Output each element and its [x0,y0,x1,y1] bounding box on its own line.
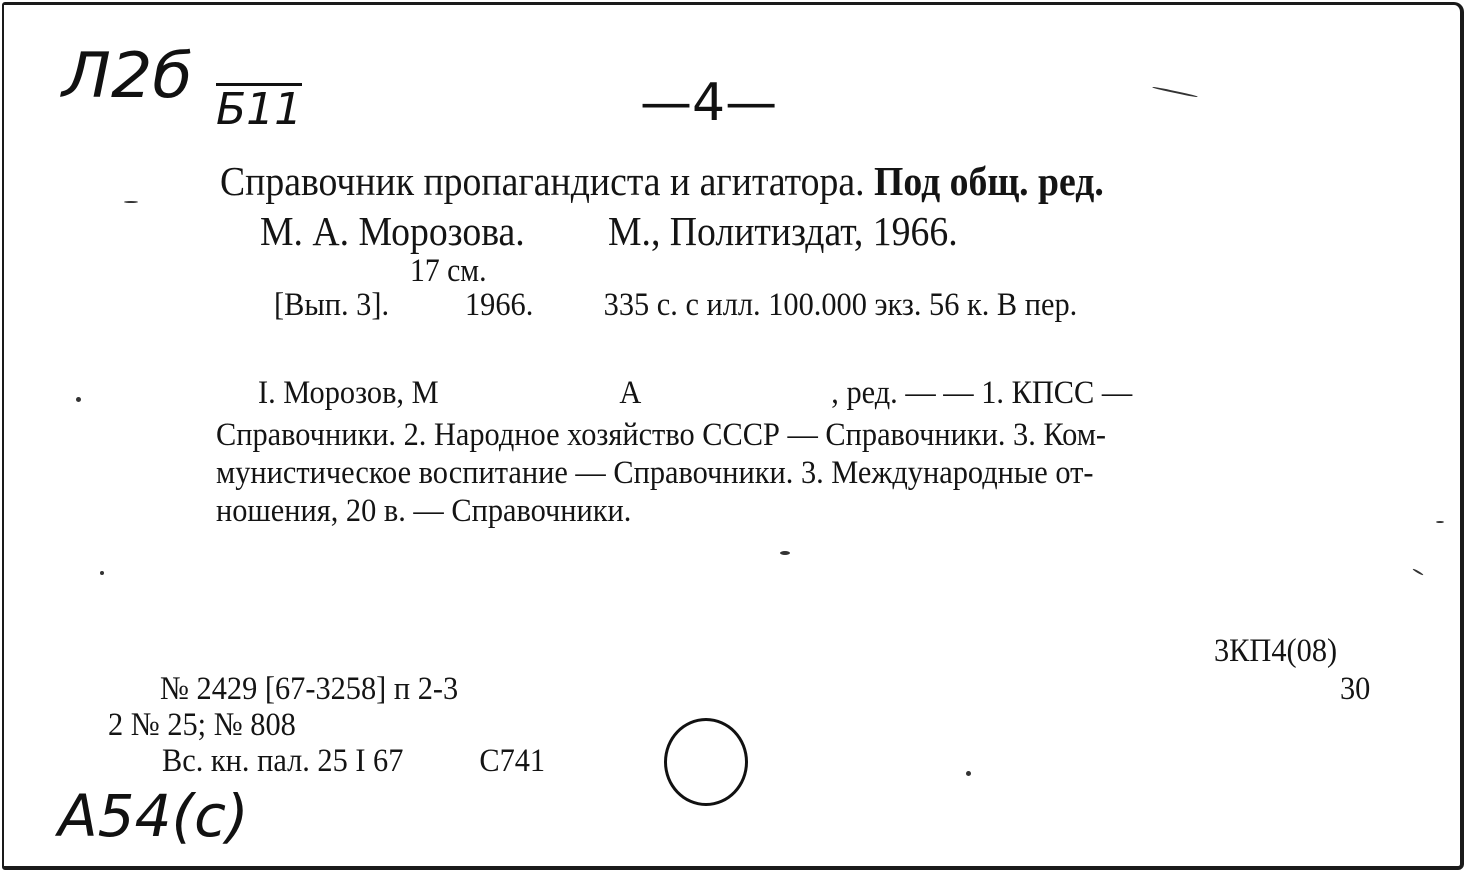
tracing-author: I. Морозов, М [258,375,439,411]
series-note: [Вып. 3]. [274,287,390,323]
editor-name: М. А. Морозова. [260,208,525,254]
classification-number: 30 [1340,671,1371,707]
handwritten-shelfmark: Л2б [62,39,193,112]
tracing-line-2: Справочники. 2. Народное хозяйство СССР — Справочники. 3. Ком- [216,417,1107,453]
book-chamber-note [162,745,545,778]
speck [966,771,971,776]
editor-note: Под общ. ред. [873,158,1104,204]
catalog-card [2,2,1464,870]
title-line-1 [220,158,1104,204]
title-line-2 [260,208,958,254]
physical-size: 17 см. [410,253,487,289]
circle-stamp [664,718,748,806]
tracing-line-1 [258,377,1132,410]
edition-year: 1966. [464,287,534,323]
handwritten-accession-mark: А54(с) [58,782,249,850]
edition-line [274,289,1077,322]
speck [1412,568,1423,576]
handwritten-shelfmark-fraction: Б11 [216,84,303,135]
speck [76,397,81,402]
book-chamber-date: Вс. кн. пал. 25 I 67 [162,743,404,779]
speck [100,571,104,575]
speck [1436,521,1444,523]
tracing-author-initial: А [619,375,642,411]
handwritten-page-mark: —4— [640,73,778,133]
speck [780,551,790,555]
classification-code: 3КП4(08) [1214,633,1338,669]
order-number: № 2429 [67-3258] п 2-3 [160,671,459,707]
title-text: Справочник пропагандиста и агитатора. [220,158,865,204]
imprint: М., Политиздат, 1966. [607,208,958,254]
copy-numbers: 2 № 25; № 808 [108,707,296,743]
tracing-line-3: мунистическое воспитание — Справочники. 3. Международные от- [216,455,1094,491]
tracing-subjects-start: , ред. — — 1. КПСС — [831,375,1133,411]
speck [124,201,138,203]
tracing-line-4: ношения, 20 в. — Справочники. [216,493,632,529]
index-code: С741 [479,743,546,779]
speck [1152,86,1197,98]
collation: 335 с. с илл. 100.000 экз. 56 к. В пер. [603,287,1078,323]
